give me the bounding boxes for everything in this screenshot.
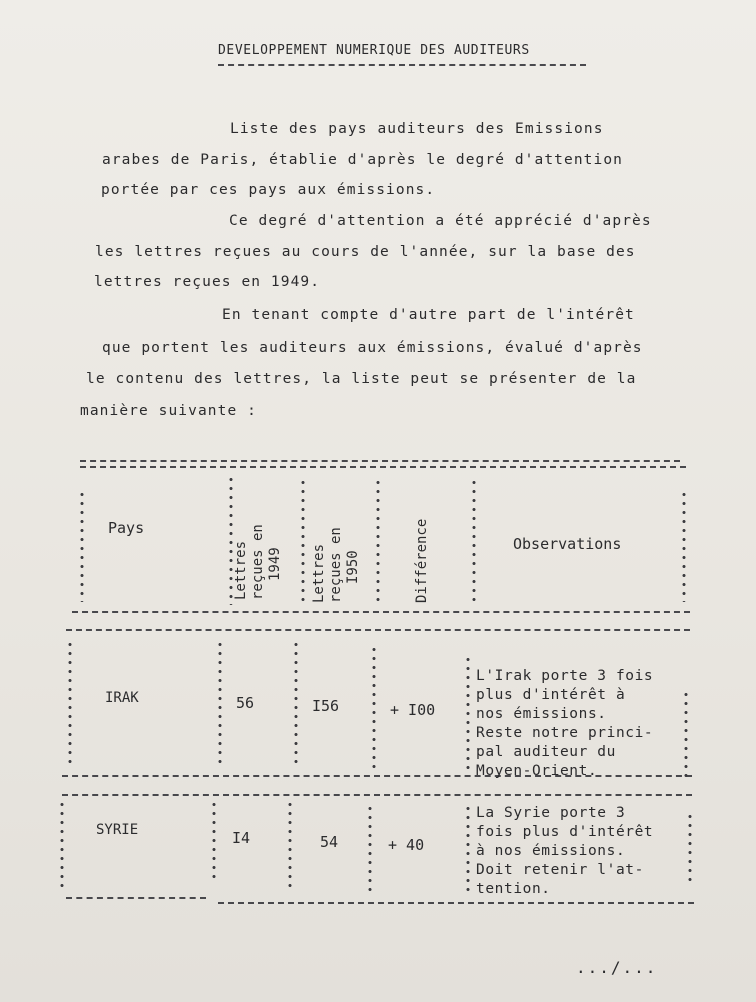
table-top-rule — [80, 466, 686, 468]
header-lettres-1949: Lettres — [233, 540, 249, 600]
header-lettres-1950: I950 — [345, 550, 361, 584]
header-lettres-1949: 1949 — [267, 547, 283, 581]
column-separator — [682, 490, 686, 602]
column-separator — [212, 800, 216, 882]
column-separator — [288, 800, 292, 890]
table-bottom-rule — [218, 902, 694, 904]
column-separator — [466, 655, 470, 775]
row-pays: SYRIE — [96, 822, 139, 838]
header-observations: Observations — [513, 535, 622, 553]
paragraph-line: le contenu des lettres, la liste peut se présenter de la — [86, 371, 637, 387]
table-bottom-rule — [66, 897, 206, 899]
paragraph-line: les lettres reçues au cours de l'année, sur la base des — [95, 244, 636, 260]
paragraph-line: Liste des pays auditeurs des Emissions — [230, 121, 604, 137]
paragraph-line: portée par ces pays aux émissions. — [101, 182, 436, 198]
header-pays: Pays — [108, 519, 145, 537]
column-separator — [688, 812, 692, 882]
column-separator — [294, 640, 298, 768]
paragraph-line: Ce degré d'attention a été apprécié d'après — [229, 213, 652, 229]
row-separator-rule — [62, 794, 692, 796]
column-separator — [466, 804, 470, 896]
column-separator — [376, 478, 380, 604]
row-pays: IRAK — [105, 690, 139, 706]
header-lettres-1950: reçues en — [328, 527, 344, 603]
paragraph-line: lettres reçues en 1949. — [94, 274, 321, 290]
header-bottom-rule — [72, 611, 690, 613]
title-underline — [218, 64, 586, 66]
row-lettres-1950: 54 — [320, 833, 339, 851]
row-observations: L'Irak porte 3 fois plus d'intérêt à nos émissions. Reste notre princi- pal auditeur du Moyen-Orient. — [476, 668, 654, 779]
column-separator — [372, 645, 376, 769]
column-separator — [684, 690, 688, 780]
row-observations: La Syrie porte 3 fois plus d'intérêt à nos émissions. Doit retenir l'at- tention. — [476, 805, 654, 897]
paragraph-line: arabes de Paris, établie d'après le degré d'attention — [102, 152, 623, 168]
row-lettres-1949: I4 — [232, 829, 251, 847]
column-separator — [472, 478, 476, 606]
column-separator — [218, 640, 222, 768]
header-lettres-1949: reçues en — [250, 524, 266, 600]
paragraph-line: manière suivante : — [80, 403, 257, 419]
paragraph-line: En tenant compte d'autre part de l'intérêt — [222, 307, 635, 323]
paragraph-line: que portent les auditeurs aux émissions, évalué d'après — [102, 340, 643, 356]
page-title: DEVELOPPEMENT NUMERIQUE DES AUDITEURS — [218, 43, 530, 58]
row-lettres-1949: 56 — [236, 694, 255, 712]
header-lettres-1950: Lettres — [311, 543, 327, 603]
column-separator — [68, 640, 72, 768]
row-difference: + I00 — [390, 701, 436, 719]
header-bottom-rule — [66, 629, 690, 631]
column-separator — [301, 478, 305, 604]
table-top-rule — [80, 460, 680, 462]
column-separator — [60, 800, 64, 892]
header-difference: Différence — [414, 518, 430, 603]
page-continuation-mark: .../... — [576, 958, 658, 977]
row-lettres-1950: I56 — [312, 697, 340, 715]
column-separator — [368, 804, 372, 892]
column-separator — [80, 490, 84, 602]
row-difference: + 40 — [388, 836, 425, 854]
